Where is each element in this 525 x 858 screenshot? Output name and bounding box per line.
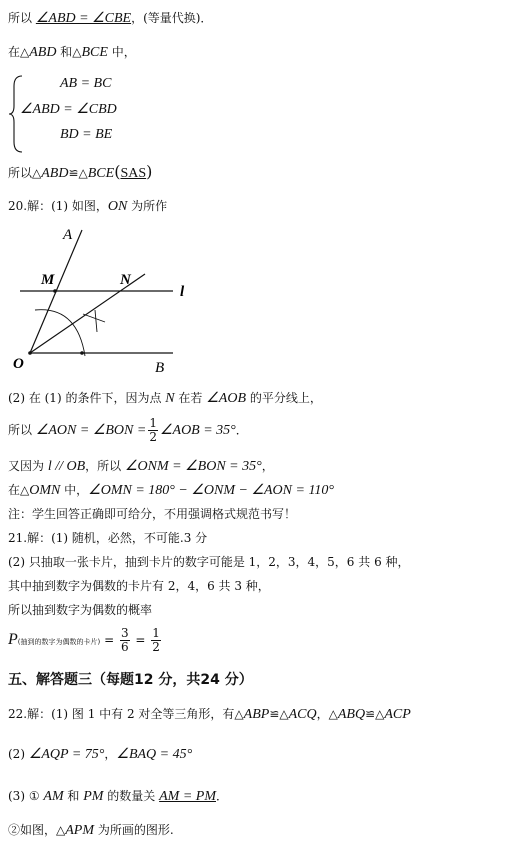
math-expr: ACQ [288, 707, 317, 722]
line-14 [8, 625, 163, 657]
math-expr: ∠BAQ = 45° [116, 747, 193, 762]
numerator: 1 [152, 626, 160, 640]
line-13: 所以抽到数字为偶数的概率 [8, 603, 153, 617]
point-on-ob [80, 351, 84, 355]
math-expr: ABD [29, 45, 57, 60]
denominator: 6 [120, 640, 129, 654]
line-11: (2) 只抽取一张卡片，抽到卡片的数字可能是 1，2，3，4，5，6 共 6 种， [8, 555, 410, 569]
fraction-half [148, 417, 158, 444]
math-expr: SAS [120, 166, 147, 181]
math-expr: ∠AON = ∠BON = [35, 423, 147, 438]
text: ≌△ [269, 707, 289, 721]
geometry-figure [5, 222, 205, 382]
system-row-3: BD = BE [60, 127, 113, 142]
text: 的平分线上， [246, 391, 322, 405]
text: 所以△ [8, 166, 42, 180]
system-row-2: ∠ABD = ∠CBD [20, 102, 117, 117]
label-o: O [13, 356, 24, 372]
math-expr: BCE [81, 45, 108, 60]
math-expr: P [8, 631, 18, 648]
math-expr: ∠AQP = 75° [28, 747, 105, 762]
text: ≌△ [68, 166, 88, 180]
text: 中， [60, 483, 89, 497]
fraction-1-2 [151, 627, 161, 654]
line-6 [8, 416, 248, 445]
text: ( [114, 162, 121, 181]
line-17 [8, 788, 228, 805]
line-18 [8, 822, 174, 839]
label-l: l [180, 284, 185, 300]
math-expr: ACP [384, 707, 411, 722]
text: = [131, 633, 150, 647]
line-1 [8, 10, 212, 27]
label-n: N [120, 272, 131, 288]
point-m [53, 289, 57, 293]
text: 为所画的图形. [94, 823, 174, 837]
text: ， [261, 459, 274, 473]
text: 在△ [8, 483, 30, 497]
label-m: M [41, 272, 55, 288]
math-expr: ∠ABD = ∠CBE [35, 11, 132, 26]
math-expr: ∠AOB = 35° [159, 423, 236, 438]
math-expr: APM [65, 823, 94, 838]
math-expr: N [165, 391, 175, 406]
text: ，(等量代换)． [131, 11, 213, 25]
text: ) [146, 162, 153, 181]
label-b: B [155, 360, 165, 376]
text: 在△ [8, 45, 30, 59]
math-expr: AM = PM [159, 789, 216, 804]
line-16 [8, 746, 192, 763]
line-9: 注：学生回答正确即可给分，不用强调格式规范书写！ [8, 507, 297, 521]
label-a: A [63, 227, 73, 243]
math-expr: l // OB [47, 459, 86, 474]
line-5 [8, 390, 322, 407]
text: ． [215, 789, 228, 803]
line-3 [8, 164, 152, 182]
line-15 [8, 706, 411, 723]
numerator: 1 [149, 416, 157, 430]
text: 中， [107, 45, 136, 59]
line-4 [8, 198, 167, 215]
math-expr: ∠AOB [206, 391, 247, 406]
math-expr: ABP [243, 707, 270, 722]
math-expr: ON [107, 199, 128, 214]
fraction-3-6 [120, 627, 130, 654]
line-8 [8, 482, 334, 499]
text: 22.解：(1) 图 1 中有 2 对全等三角形，有△ [8, 707, 244, 721]
math-expr: ∠OMN = 180° − ∠ONM − ∠AON = 110° [88, 483, 335, 498]
text: 的数量关 [103, 789, 160, 803]
math-expr: ABQ [337, 707, 366, 722]
text: ≌△ [365, 707, 385, 721]
text: 所以 [8, 11, 33, 25]
text: (2) [8, 747, 29, 761]
math-expr: ABD [41, 166, 69, 181]
text: 和 [63, 789, 84, 803]
line-7 [8, 458, 274, 475]
text: ，△ [316, 707, 338, 721]
text: 和△ [56, 45, 82, 59]
numerator: 3 [120, 626, 129, 640]
construction-arc-3 [95, 310, 97, 332]
line-10: 21.解：(1) 随机，必然，不可能.3 分 [8, 531, 208, 545]
text: (3) ① [8, 789, 44, 803]
text: ②如图，△ [8, 823, 66, 837]
text: 又因为 [8, 459, 48, 473]
text: 为所作 [127, 199, 168, 213]
line-12: 其中抽到数字为偶数的卡片有 2，4，6 共 3 种， [8, 579, 270, 593]
section-heading: 五、解答题三（每题12 分，共24 分） [8, 672, 253, 688]
text: 20.解：(1) 如图， [8, 199, 108, 213]
math-expr: OMN [29, 483, 61, 498]
line-2 [8, 44, 136, 61]
point-o [28, 351, 32, 355]
denominator: 2 [152, 640, 160, 654]
math-expr: AM [43, 789, 64, 804]
system-row-1: AB = BC [60, 76, 112, 91]
text: ． [235, 423, 248, 437]
text: (2) 在 (1) 的条件下，因为点 [8, 391, 166, 405]
text: ， [104, 747, 117, 761]
math-expr: PM [83, 789, 104, 804]
text: 在若 [174, 391, 207, 405]
construction-arc-2 [83, 314, 105, 322]
text: = [100, 633, 118, 647]
math-expr: BCE [87, 166, 115, 181]
text: ，所以 [85, 459, 125, 473]
subscript: (抽到的数字为偶数的卡片) [17, 638, 101, 646]
text: 所以 [8, 423, 36, 437]
denominator: 2 [149, 430, 157, 444]
math-expr: ∠ONM = ∠BON = 35° [125, 459, 262, 474]
